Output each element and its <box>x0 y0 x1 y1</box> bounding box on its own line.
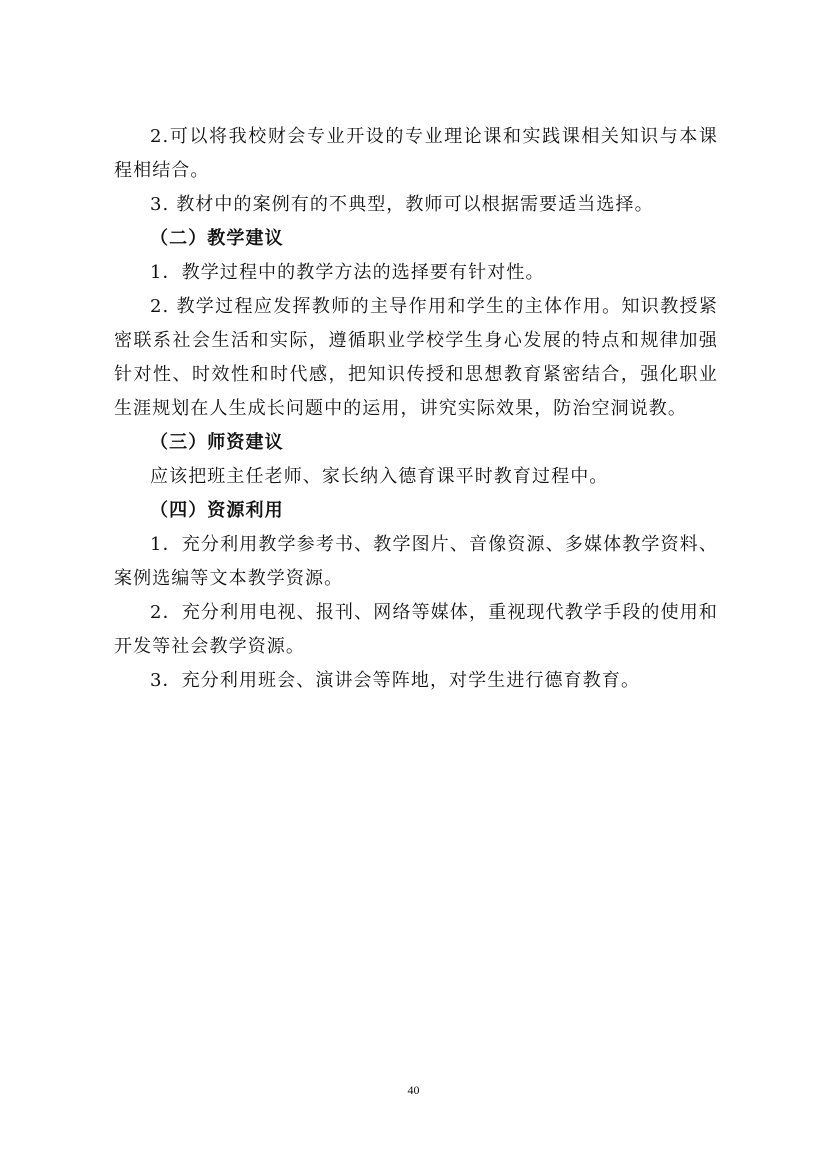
document-body <box>114 120 718 698</box>
paragraph-faculty-inclusion: 应该把班主任老师、家长纳入德育课平时教育过程中。 <box>150 466 609 487</box>
paragraph-teacher-student-roles: 2. 教学过程应发挥教师的主导作用和学生的主体作用。知识教授紧密联系社会生活和实际，遵循职业学校学生身心发展的特点和规律加强针对性、时效性和时代感，把知识传授和思想教育紧密结合，强化职业生涯规划在人生成长问题中的运用，讲究实际效果，防治空洞说教。 <box>114 296 718 419</box>
paragraph-media-resources: 2．充分利用电视、报刊、网络等媒体，重视现代教学手段的使用和开发等社会教学资源。 <box>114 602 718 657</box>
paragraph-class-activities: 3．充分利用班会、演讲会等阵地，对学生进行德育教育。 <box>150 670 641 691</box>
heading-faculty-suggestions: （三）师资建议 <box>150 432 284 453</box>
paragraph-method-targeting: 1．教学过程中的教学方法的选择要有针对性。 <box>150 262 545 283</box>
heading-teaching-suggestions: （二）教学建议 <box>150 228 284 249</box>
paragraph-text-resources: 1．充分利用教学参考书、教学图片、音像资源、多媒体教学资料、案例选编等文本教学资源。 <box>114 534 718 589</box>
heading-resource-use: （四）资源利用 <box>150 500 284 521</box>
paragraph-case-selection: 3. 教材中的案例有的不典型，教师可以根据需要适当选择。 <box>150 194 654 215</box>
page-number: 40 <box>407 1083 420 1097</box>
paragraph-course-integration: 2.可以将我校财会专业开设的专业理论课和实践课相关知识与本课程相结合。 <box>114 126 718 181</box>
